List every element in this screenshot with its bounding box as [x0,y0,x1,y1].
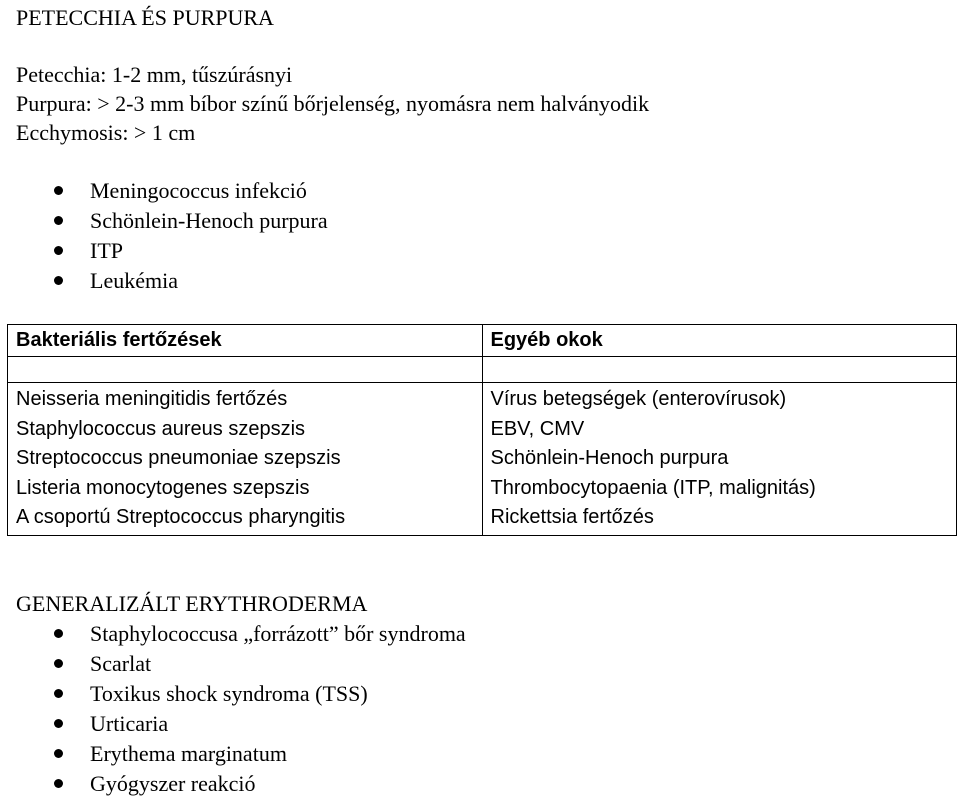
causes-table [7,324,957,536]
section-title-erythroderma: GENERALIZÁLT ERYTHRODERMA [16,591,368,616]
bullet-icon [54,216,63,225]
list-item-label: ITP [90,238,123,263]
list-item-label: Erythema marginatum [90,741,287,766]
bullet-icon [54,276,63,285]
header-other-causes: Egyéb okok [482,325,957,357]
list-item-label: Toxikus shock syndroma (TSS) [90,681,368,706]
list-item-label: Gyógyszer reakció [90,771,256,796]
bullet-icon [54,246,63,255]
list-item-label: Schönlein-Henoch purpura [90,208,328,233]
bullet-icon [54,659,63,668]
table-row [8,383,957,536]
table-cell-text: Staphylococcus aureus szepszis [16,417,306,440]
table-header-row [8,325,957,357]
bullet-icon [54,629,63,638]
table-cell-text: Schönlein-Henoch purpura [490,447,729,469]
list-item-label: Meningococcus infekció [90,178,307,203]
table-cell-text: Listeria monocytogenes szepszis [16,476,310,499]
table-cell-text: Streptococcus pneumoniae szepszis [16,447,341,469]
bullet-icon [54,719,63,728]
bacterial-causes-cell [8,383,483,536]
header-bacterial-infections: Bakteriális fertőzések [8,325,483,357]
definition-purpura: Purpura: > 2-3 mm bíbor színű bőrjelenség, nyomásra nem halványodik [16,91,650,116]
definition-petecchia: Petecchia: 1-2 mm, tűszúrásnyi [16,62,293,87]
page-title: PETECCHIA ÉS PURPURA [16,5,274,30]
table-cell-text: Thrombocytopaenia (ITP, malignitás) [490,476,816,499]
bullet-icon [54,689,63,698]
table-cell-text: A csoportú Streptococcus pharyngitis [16,506,346,528]
list-item-label: Staphylococcusa „forrázott” bőr syndroma [90,621,466,646]
list-item-label: Leukémia [90,268,178,293]
definition-ecchymosis: Ecchymosis: > 1 cm [16,120,196,145]
list-item-label: Scarlat [90,651,152,676]
empty-cell [8,357,483,383]
bullet-icon [54,749,63,758]
other-causes-cell [482,383,957,536]
table-cell-text: Vírus betegségek (enterovírusok) [490,388,787,410]
bullet-icon [54,186,63,195]
table-spacer-row [8,357,957,383]
bullet-icon [54,779,63,788]
table-cell-text: EBV, CMV [490,417,585,440]
table-cell-text: Rickettsia fertőzés [490,506,654,528]
empty-cell [482,357,957,383]
list-item-label: Urticaria [90,711,169,736]
table-cell-text: Neisseria meningitidis fertőzés [16,388,288,410]
